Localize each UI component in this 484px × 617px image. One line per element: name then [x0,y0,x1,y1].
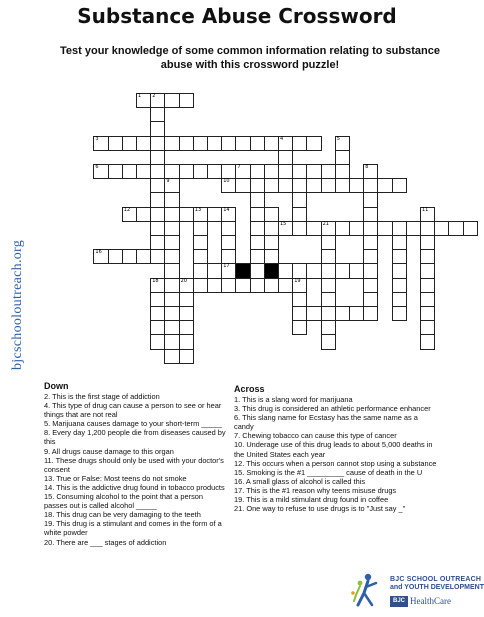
across-clue: 15. Smoking is the #1 _________ cause of death in the U [234,467,423,477]
crossword-cell[interactable] [108,249,123,264]
crossword-cell[interactable] [108,136,123,151]
crossword-cell[interactable] [377,178,392,193]
crossword-cell[interactable] [93,164,108,179]
crossword-cell[interactable] [179,278,194,293]
crossword-cell[interactable] [108,164,123,179]
clue-number: 1 [138,93,142,99]
logo-healthcare: HealthCare [410,596,451,606]
clue-number: 17 [223,263,230,270]
clue-number: 18 [152,277,159,284]
crossword-cell[interactable] [221,136,236,151]
crossword-cell[interactable] [164,164,179,179]
logo-line-1: BJC SCHOOL OUTREACH [390,576,482,583]
crossword-cell[interactable] [221,221,236,236]
crossword-cell[interactable] [335,150,350,165]
crossword-cell[interactable] [235,278,250,293]
crossword-cell[interactable] [335,263,350,278]
crossword-cell[interactable] [164,178,179,193]
crossword-cell[interactable] [150,235,165,250]
crossword-cell[interactable] [150,221,165,236]
crossword-cell[interactable] [448,221,463,236]
crossword-cell[interactable] [292,292,307,307]
crossword-cell[interactable] [150,249,165,264]
crossword-cell[interactable] [164,221,179,236]
crossword-cell[interactable] [377,221,392,236]
crossword-cell[interactable] [164,136,179,151]
crossword-cell[interactable] [349,263,364,278]
figure-logo-icon [350,571,380,607]
crossword-cell[interactable] [278,164,293,179]
crossword-cell[interactable] [363,235,378,250]
crossword-cell[interactable] [392,306,407,321]
crossword-cell[interactable] [292,221,307,236]
clue-number: 8 [365,164,369,170]
crossword-cell[interactable] [392,235,407,250]
across-clue: 1. This is a slang word for marijuana [234,395,353,404]
crossword-cell[interactable] [193,207,208,222]
crossword-cell[interactable] [264,278,279,293]
clue-number: 9 [166,178,170,185]
crossword-cell[interactable] [363,278,378,293]
crossword-cell[interactable] [292,306,307,321]
across-clue: 19. This is a mild stimulant drug found in coffee [234,495,389,505]
crossword-cell[interactable] [122,207,137,222]
crossword-cell[interactable] [235,136,250,151]
crossword-cell[interactable] [136,207,151,222]
crossword-cell[interactable] [164,278,179,293]
crossword-cell[interactable] [235,178,250,193]
across-clue: 6. This slang name for Ecstasy has the same name as a candy [234,413,418,432]
crossword-cell[interactable] [207,278,222,293]
across-clue: 17. This is the #1 reason why teens misuse drugs [234,485,397,495]
crossword-cell[interactable] [136,93,151,108]
crossword-cell[interactable] [278,178,293,193]
crossword-cell[interactable] [221,178,236,193]
crossword-black-cell [264,263,279,278]
crossword-cell[interactable] [306,178,321,193]
crossword-cell[interactable] [278,150,293,165]
clue-number: 3 [95,135,99,142]
crossword-cell[interactable] [306,306,321,321]
crossword-cell[interactable] [292,320,307,335]
crossword-cell[interactable] [264,136,279,151]
crossword-cell[interactable] [420,292,435,307]
crossword-cell[interactable] [321,292,336,307]
across-clue: 16. A small glass of alcohol is called this [234,476,366,486]
crossword-cell[interactable] [434,221,449,236]
crossword-cell[interactable] [235,164,250,179]
crossword-cell[interactable] [150,207,165,222]
crossword-cell[interactable] [420,221,435,236]
logo-badge: BJC [390,596,408,607]
crossword-cell[interactable] [207,263,222,278]
crossword-cell[interactable] [150,334,165,349]
clue-number: 4 [280,135,284,142]
clue-number: 21 [322,220,329,227]
crossword-cell[interactable] [193,221,208,236]
page-title: Substance Abuse Crossword [77,4,397,28]
crossword-cell[interactable] [463,221,478,236]
crossword-cell[interactable] [221,235,236,250]
crossword-cell[interactable] [164,334,179,349]
crossword-cell[interactable] [193,249,208,264]
crossword-cell[interactable] [164,235,179,250]
crossword-cell[interactable] [150,164,165,179]
crossword-cell[interactable] [264,221,279,236]
crossword-cell[interactable] [179,136,194,151]
crossword-cell[interactable] [193,235,208,250]
crossword-cell[interactable] [150,192,165,207]
crossword-cell[interactable] [420,249,435,264]
crossword-cell[interactable] [250,249,265,264]
crossword-cell[interactable] [264,207,279,222]
crossword-cell[interactable] [250,207,265,222]
crossword-cell[interactable] [392,292,407,307]
crossword-cell[interactable] [420,320,435,335]
down-clue: 11. These drugs should only be used with your doctor's consent [44,455,224,474]
crossword-cell[interactable] [179,164,194,179]
crossword-cell[interactable] [193,164,208,179]
crossword-cell[interactable] [420,263,435,278]
crossword-cell[interactable] [349,306,364,321]
crossword-cell[interactable] [122,249,137,264]
across-clue: 7. Chewing tobacco can cause this type of cancer [234,431,397,441]
down-clue: 9. All drugs cause damage to this organ [44,446,174,456]
down-heading: Down [44,381,69,391]
crossword-cell[interactable] [292,164,307,179]
crossword-cell[interactable] [321,178,336,193]
bjc-logo [350,571,484,611]
down-clue: 13. True or False: Most teens do not smoke [44,473,187,483]
crossword-cell[interactable] [164,192,179,207]
crossword-cell[interactable] [321,221,336,236]
crossword-cell[interactable] [221,207,236,222]
crossword-cell[interactable] [306,263,321,278]
crossword-cell[interactable] [335,164,350,179]
crossword-cell[interactable] [179,292,194,307]
across-clue: 3. This drug is considered an athletic performance enhancer [234,404,431,414]
crossword-cell[interactable] [292,178,307,193]
clue-number: 5 [336,135,340,142]
down-clue: 2. This is the first stage of addiction [44,392,160,401]
crossword-cell[interactable] [321,263,336,278]
crossword-cell[interactable] [278,278,293,293]
crossword-cell[interactable] [179,320,194,335]
crossword-cell[interactable] [250,278,265,293]
crossword-cell[interactable] [392,278,407,293]
website-url: bjcschooloutreach.org [10,239,25,370]
crossword-cell[interactable] [179,207,194,222]
clue-number: 7 [237,164,241,170]
crossword-cell[interactable] [150,107,165,122]
down-clue: 20. There are ___ stages of addiction [44,537,167,547]
crossword-cell[interactable] [264,235,279,250]
crossword-cell[interactable] [150,306,165,321]
crossword-cell[interactable] [164,306,179,321]
crossword-cell[interactable] [150,150,165,165]
crossword-cell[interactable] [321,334,336,349]
crossword-cell[interactable] [321,278,336,293]
crossword-cell[interactable] [150,320,165,335]
across-clues [234,395,439,513]
crossword-cell[interactable] [150,178,165,193]
crossword-cell[interactable] [136,136,151,151]
crossword-cell[interactable] [193,263,208,278]
crossword-cell[interactable] [321,320,336,335]
across-heading: Across [234,384,265,394]
crossword-cell[interactable] [363,164,378,179]
crossword-cell[interactable] [221,263,236,278]
crossword-cell[interactable] [335,178,350,193]
clue-number: 13 [194,206,202,213]
crossword-cell[interactable] [150,136,165,151]
crossword-cell[interactable] [292,207,307,222]
crossword-cell[interactable] [363,207,378,222]
crossword-cell[interactable] [264,164,279,179]
crossword-cell[interactable] [136,249,151,264]
crossword-cell[interactable] [321,249,336,264]
clue-number: 15 [280,220,287,227]
crossword-cell[interactable] [207,136,222,151]
crossword-cell[interactable] [420,306,435,321]
crossword-cell[interactable] [164,93,179,108]
crossword-cell[interactable] [250,164,265,179]
crossword-cell[interactable] [321,164,336,179]
crossword-cell[interactable] [292,136,307,151]
crossword-cell[interactable] [122,136,137,151]
crossword-cell[interactable] [164,207,179,222]
crossword-cell[interactable] [335,221,350,236]
crossword-cell[interactable] [164,320,179,335]
crossword-cell[interactable] [250,192,265,207]
down-clue: 8. Every day 1,200 people die from diseases caused by this [44,428,226,447]
crossword-cell[interactable] [363,249,378,264]
crossword-cell[interactable] [363,178,378,193]
crossword-cell[interactable] [392,178,407,193]
crossword-cell[interactable] [349,178,364,193]
crossword-cell[interactable] [349,221,364,236]
crossword-cell[interactable] [250,136,265,151]
crossword-cell[interactable] [179,93,194,108]
crossword-cell[interactable] [122,164,137,179]
down-clue: 5. Marijuana causes damage to your short-term _____ [44,419,222,429]
crossword-cell[interactable] [420,334,435,349]
down-clues [44,392,226,547]
page-subtitle: Test your knowledge of some common information relating to substance abuse with this crossword puzzle! [60,45,440,71]
crossword-cell[interactable] [250,235,265,250]
crossword-cell[interactable] [363,292,378,307]
down-clue: 19. This drug is a stimulant and comes in the form of a white powder [44,519,222,538]
down-clue: 15. Consuming alcohol to the point that a person passes out is called alcohol _____ [44,492,204,511]
crossword-cell[interactable] [335,306,350,321]
crossword-cell[interactable] [164,249,179,264]
crossword-cell[interactable] [292,263,307,278]
crossword-cell[interactable] [221,278,236,293]
crossword-cell[interactable] [264,249,279,264]
crossword-cell[interactable] [278,221,293,236]
crossword-cell[interactable] [250,178,265,193]
crossword-cell[interactable] [392,221,407,236]
crossword-cell[interactable] [321,235,336,250]
crossword-cell[interactable] [164,292,179,307]
clue-number: 16 [95,249,102,256]
crossword-cell[interactable] [292,278,307,293]
across-clue: 21. One way to refuse to use drugs is to "Just say _" [234,504,406,514]
crossword-cell[interactable] [278,263,293,278]
crossword-cell[interactable] [363,221,378,236]
crossword-cell[interactable] [193,278,208,293]
crossword-black-cell [235,263,250,278]
crossword-cell[interactable] [363,192,378,207]
crossword-cell[interactable] [164,263,179,278]
down-clue: 4. This type of drug can cause a person to see or hear things that are not real [44,401,222,420]
crossword-cell[interactable] [363,263,378,278]
crossword-cell[interactable] [136,164,151,179]
crossword-cell[interactable] [207,207,222,222]
crossword-cell[interactable] [179,334,194,349]
logo-line-2: and YOUTH DEVELOPMENT [390,584,484,591]
crossword-cell[interactable] [250,263,265,278]
crossword-cell[interactable] [150,292,165,307]
crossword-cell[interactable] [335,136,350,151]
crossword-cell[interactable] [321,306,336,321]
clue-number: 19 [294,277,301,284]
crossword-cell[interactable] [150,93,165,108]
crossword-cell[interactable] [150,278,165,293]
crossword-cell[interactable] [306,164,321,179]
crossword-cell[interactable] [179,349,194,364]
crossword-cell[interactable] [193,136,208,151]
crossword-cell[interactable] [164,349,179,364]
crossword-cell[interactable] [221,249,236,264]
crossword-cell[interactable] [392,249,407,264]
crossword-cell[interactable] [420,207,435,222]
crossword-cell[interactable] [278,136,293,151]
crossword-cell[interactable] [306,221,321,236]
crossword-cell[interactable] [264,178,279,193]
across-clue: 10. Underage use of this drug leads to about 5,000 deaths in the United States each year [234,440,433,459]
clue-number: 10 [223,178,230,185]
crossword-cell[interactable] [392,263,407,278]
crossword-cell[interactable] [420,278,435,293]
down-clue: 18. This drug can be very damaging to the teeth [44,510,201,520]
crossword-cell[interactable] [93,136,108,151]
crossword-cell[interactable] [363,306,378,321]
crossword-cell[interactable] [306,136,321,151]
across-clue: 12. This occurs when a person cannot stop using a substance [234,458,437,468]
crossword-cell[interactable] [221,164,236,179]
clue-number: 20 [180,277,187,284]
clue-number: 6 [95,164,99,170]
down-clue: 14. This is the addictive drug found in tobacco products [44,482,225,492]
crossword-cell[interactable] [150,121,165,136]
crossword-cell[interactable] [406,221,421,236]
clue-number: 14 [223,206,230,213]
clue-number: 11 [422,206,429,213]
crossword-cell[interactable] [250,221,265,236]
clue-number: 2 [152,93,156,99]
crossword-cell[interactable] [179,306,194,321]
clue-number: 12 [123,206,131,213]
crossword-cell[interactable] [420,235,435,250]
crossword-cell[interactable] [292,192,307,207]
crossword-cell[interactable] [93,249,108,264]
crossword-cell[interactable] [207,164,222,179]
